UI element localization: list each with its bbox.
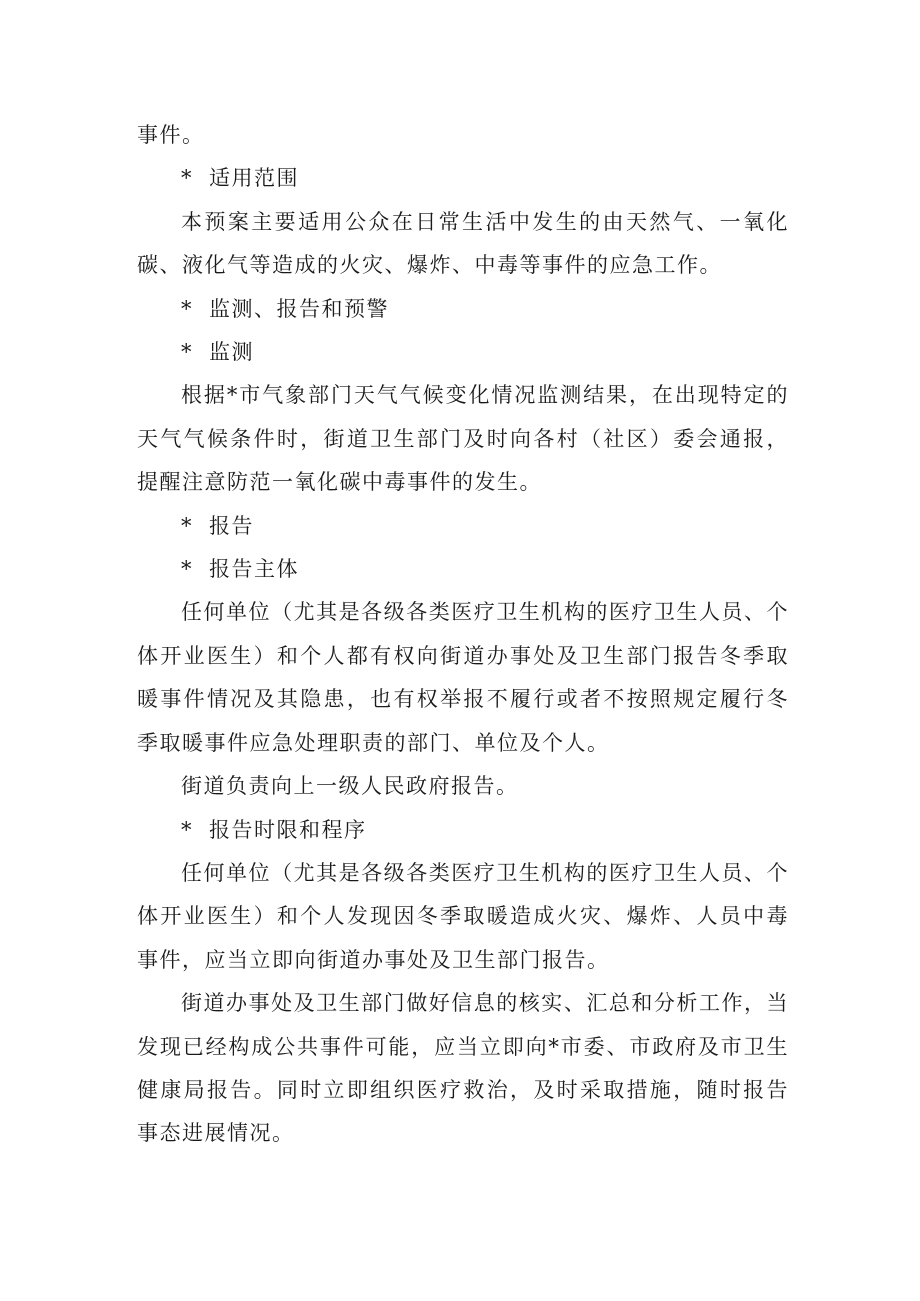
bullet-marker: * (181, 166, 193, 191)
paragraph-street-reporting: 街道负责向上一级人民政府报告。 (181, 774, 519, 799)
section-heading-scope (137, 157, 789, 200)
heading-text: 监测 (209, 340, 254, 365)
heading-text: 报告时限和程序 (209, 817, 367, 842)
paragraph-reporting-subject: 任何单位（尤其是各级各类医疗卫生机构的医疗卫生人员、个体开业医生）和个人都有权向街道办事处及卫生部门报告冬季取暖事件情况及其隐患，也有权举报不履行或者不按照规定履行冬季取暖事件应急处理职责的部门、单位及个人。 (137, 600, 789, 755)
paragraph-reporting-deadline: 任何单位（尤其是各级各类医疗卫生机构的医疗卫生人员、个体开业医生）和个人发现因冬季取暖造成火灾、爆炸、人员中毒事件，应当立即向街道办事处及卫生部门报告。 (137, 860, 789, 972)
section-heading-monitoring (137, 331, 789, 374)
document-body (137, 114, 789, 1156)
section-heading-monitoring-reporting-warning (137, 288, 789, 331)
heading-text: 报告 (209, 513, 254, 538)
paragraph-verification: 街道办事处及卫生部门做好信息的核实、汇总和分析工作，当发现已经构成公共事件可能，应当立即向*市委、市政府及市卫生健康局报告。同时立即组织医疗救治，及时采取措施，随时报告事态进展情况。 (137, 991, 789, 1146)
paragraph-monitoring: 根据*市气象部门天气气候变化情况监测结果，在出现特定的天气气候条件时，街道卫生部门及时向各村（社区）委会通报，提醒注意防范一氧化碳中毒事件的发生。 (137, 383, 789, 495)
heading-text: 监测、报告和预警 (209, 296, 389, 321)
bullet-marker: * (181, 340, 193, 365)
bullet-marker: * (181, 817, 193, 842)
bullet-marker: * (181, 296, 193, 321)
heading-text: 适用范围 (209, 166, 299, 191)
continuation-text: 事件。 (137, 123, 205, 147)
bullet-marker: * (181, 557, 193, 582)
bullet-marker: * (181, 513, 193, 538)
section-heading-reporting (137, 505, 789, 548)
paragraph-scope: 本预案主要适用公众在日常生活中发生的由天然气、一氧化碳、液化气等造成的火灾、爆炸、中毒等事件的应急工作。 (137, 209, 789, 278)
heading-text: 报告主体 (209, 557, 299, 582)
section-heading-reporting-subject (137, 548, 789, 591)
section-heading-reporting-deadline (137, 809, 789, 852)
